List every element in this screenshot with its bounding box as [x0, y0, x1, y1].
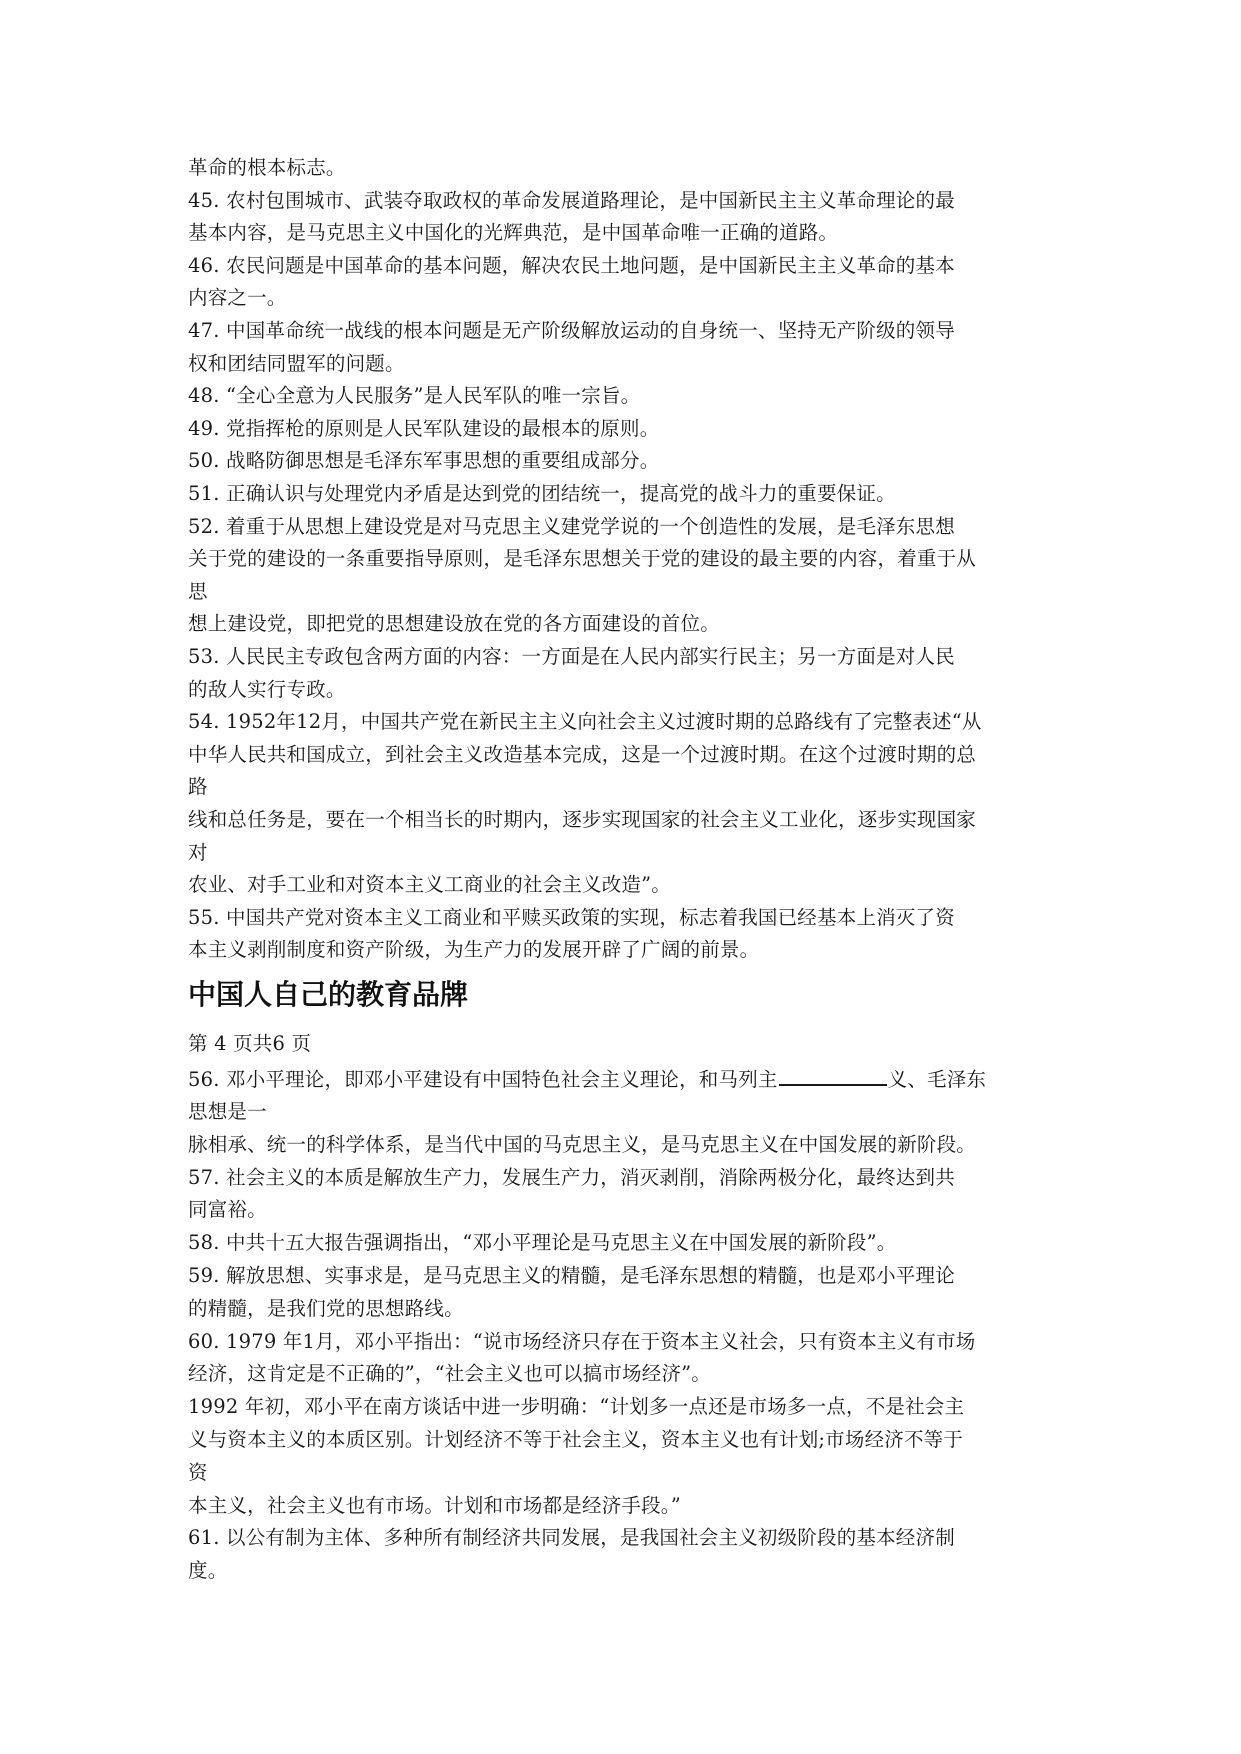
- text-line: 48. “全心全意为人民服务”是人民军队的唯一宗旨。: [188, 384, 641, 408]
- text-line: 路: [188, 775, 208, 799]
- text-line: 思: [188, 579, 208, 603]
- page-footer: 第 4 页共6 页: [188, 1032, 312, 1055]
- text-line: 55. 中国共产党对资本主义工商业和平赎买政策的实现，标志着我国已经基本上消灭了资: [188, 905, 955, 929]
- text-line: 基本内容，是马克思主义中国化的光辉典范，是中国革命唯一正确的道路。: [188, 221, 839, 245]
- text-line: 50. 战略防御思想是毛泽东军事思想的重要组成部分。: [188, 449, 660, 473]
- text-line: 度。: [188, 1559, 228, 1583]
- text-line: 关于党的建设的一条重要指导原则，是毛泽东思想关于党的建设的最主要的内容，着重于从: [188, 547, 977, 571]
- text-line: 义与资本主义的本质区别。计划经济不等于社会主义，资本主义也有计划;市场经济不等于: [188, 1428, 964, 1451]
- text-line: 对: [188, 840, 208, 864]
- text-line: 本主义，社会主义也有市场。计划和市场都是经济手段。”: [188, 1493, 681, 1517]
- text-line: 想上建设党，即把党的思想建设放在党的各方面建设的首位。: [188, 612, 720, 636]
- text-line: 本主义剥削制度和资产阶级，为生产力的发展开辟了广阔的前景。: [188, 938, 760, 962]
- text-line: 农业、对手工业和对资本主义工商业的社会主义改造”。: [188, 873, 671, 897]
- text-line: 思想是一: [188, 1100, 267, 1123]
- text-line: 经济，这肯定是不正确的”，“社会主义也可以搞市场经济”。: [188, 1362, 712, 1386]
- text-line: 1992 年初，邓小平在南方谈话中进一步明确：“计划多一点还是市场多一点，不是社会主: [188, 1395, 965, 1419]
- text-line: 49. 党指挥枪的原则是人民军队建设的最根本的原则。: [188, 416, 660, 440]
- text-line: 脉相承、统一的科学体系，是当代中国的马克思主义，是马克思主义在中国发展的新阶段。: [188, 1132, 977, 1156]
- text-line: 的精髓，是我们党的思想路线。: [188, 1296, 464, 1320]
- text-line: 46. 农民问题是中国革命的基本问题，解决农民土地问题，是中国新民主主义革命的基本: [188, 253, 955, 277]
- text-line: 54. 1952年12月，中国共产党在新民主主义向社会主义过渡时期的总路线有了完整表述“从: [188, 710, 982, 734]
- text-line: 权和团结同盟军的问题。: [188, 351, 405, 375]
- text-line: 61. 以公有制为主体、多种所有制经济共同发展，是我国社会主义初级阶段的基本经济制: [188, 1526, 955, 1550]
- text-line: 52. 着重于从思想上建设党是对马克思主义建党学说的一个创造性的发展，是毛泽东思想: [188, 514, 955, 538]
- text-line: 资: [188, 1460, 208, 1484]
- text-line: 的敌人实行专政。: [188, 677, 346, 701]
- text-line: 同富裕。: [188, 1198, 267, 1222]
- text-line: 57. 社会主义的本质是解放生产力，发展生产力，消灭剥削，消除两极分化，最终达到共: [188, 1165, 955, 1189]
- text-line: 线和总任务是，要在一个相当长的时期内，逐步实现国家的社会主义工业化，逐步实现国家: [188, 808, 977, 831]
- text-line: 59. 解放思想、实事求是，是马克思主义的精髓，是毛泽东思想的精髓，也是邓小平理论: [188, 1264, 955, 1287]
- text-line: 内容之一。: [188, 286, 287, 310]
- line-56-end: 义、毛泽东: [887, 1068, 987, 1091]
- text-line: 革命的根本标志。: [188, 156, 346, 179]
- text-line: 58. 中共十五大报告强调指出，“邓小平理论是马克思主义在中国发展的新阶段”。: [188, 1231, 897, 1255]
- section-heading: 中国人自己的教育品牌: [188, 978, 469, 1011]
- text-line: 45. 农村包围城市、武装夺取政权的革命发展道路理论，是中国新民主主义革命理论的最: [188, 188, 955, 212]
- text-line: 47. 中国革命统一战线的根本问题是无产阶级解放运动的自身统一、坚持无产阶级的领导: [188, 319, 955, 342]
- text-line: 53. 人民民主专政包含两方面的内容：一方面是在人民内部实行民主；另一方面是对人民: [188, 645, 955, 668]
- text-line: 60. 1979 年1月，邓小平指出：“说市场经济只存在于资本主义社会，只有资本主义有市场: [188, 1329, 976, 1353]
- paragraph-line-56: [188, 1066, 986, 1092]
- text-line: 51. 正确认识与处理党内矛盾是达到党的团结统一，提高党的战斗力的重要保证。: [188, 482, 896, 505]
- text-line: 中华人民共和国成立，到社会主义改造基本完成，这是一个过渡时期。在这个过渡时期的总: [188, 742, 977, 766]
- fill-in-blank[interactable]: [779, 1066, 887, 1086]
- line-56-start: 56. 邓小平理论，即邓小平建设有中国特色社会主义理论，和马列主: [188, 1068, 778, 1091]
